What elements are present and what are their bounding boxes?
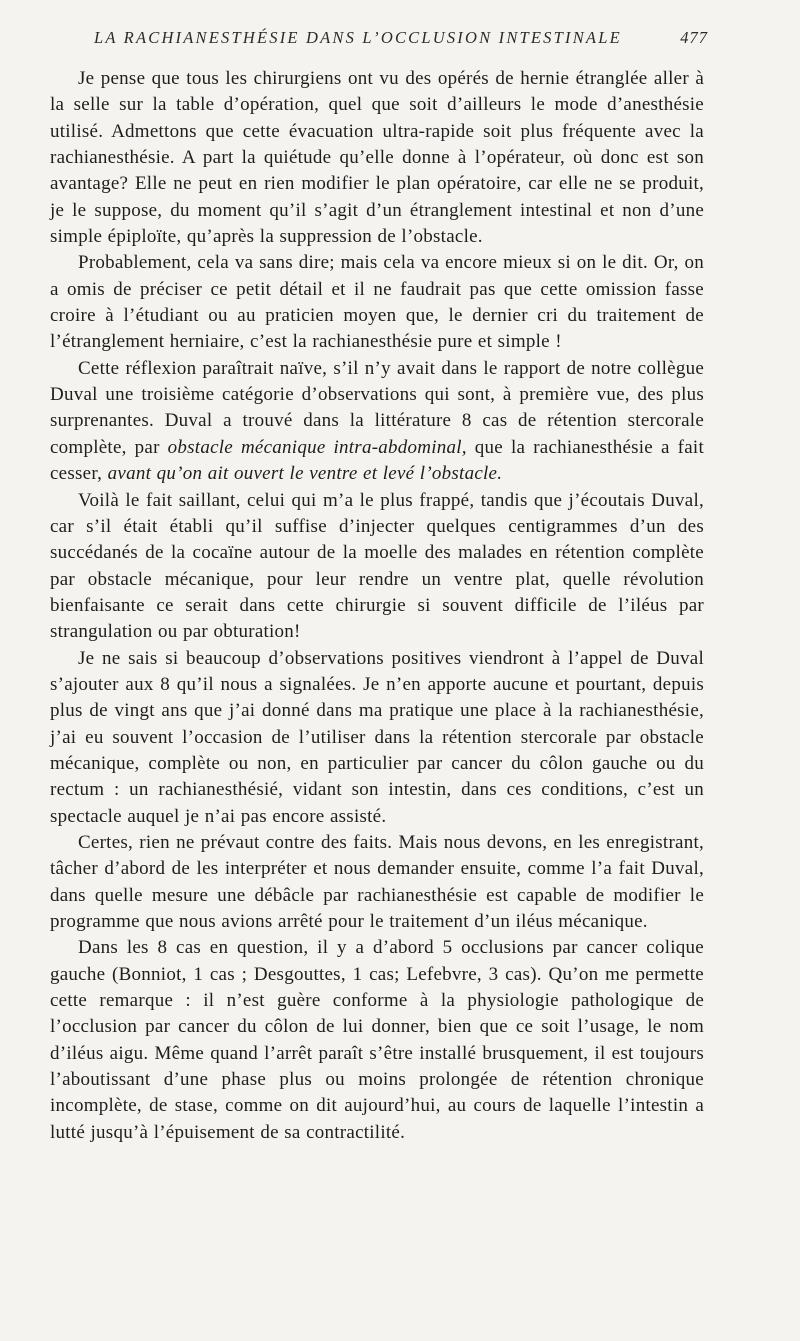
body-text [50,66,704,1146]
italic-phrase: avant qu’on ait ouvert le ventre et levé l’obstacle. [107,463,503,485]
paragraph-text: Dans les 8 cas en question, il y a d’abord 5 occlusions par cancer colique gauche (Bonniot, 1 cas ; Desgouttes, 1 cas; Lefebvre, 3 cas). Qu’on me permette cette remarque : il n’est guère conforme à la physiologie pathologique de l’occlusion par cancer du côlon de lui donner, bien que ce soit l’usage, le nom d’iléus aigu. Même quand l’arrêt paraît s’être installé brusquement, il est toujours l’aboutissant d’une phase plus ou moins prolongée de rétention chronique incomplète, de stase, comme on dit aujourd’hui, au cours de laquelle l’intestin a lutté jusqu’à l’épuisement de sa contractilité. [50,937,704,1143]
paragraph-4 [50,488,704,646]
paragraph-7 [50,935,704,1146]
paragraph-text: Certes, rien ne prévaut contre des faits. Mais nous devons, en les enregistrant, tâcher d’abord de les interpréter et nous demander ensuite, comme l’a fait Duval, dans quelle mesure une débâcle par rachianesthésie est capable de modifier le programme que nous avions arrêté pour le traitement d’un iléus mécanique. [50,831,704,932]
running-title: LA RACHIANESTHÉSIE DANS L’OCCLUSION INTESTINALE [94,28,622,47]
paragraph-1 [50,66,704,250]
paragraph-2 [50,250,704,355]
paragraph-text: Cette réflexion paraîtrait naïve, s’il n’y avait dans le rapport de notre collègue Duval une troisième catégorie d’observations qui sont, à première vue, des plus surprenantes. Duval a trouvé dans la littérature 8 cas de rétention stercorale complète, par [50,357,704,458]
paragraph-3 [50,356,704,488]
paragraph-text: Je pense que tous les chirurgiens ont vu des opérés de hernie étranglée aller à la selle sur la table d’opération, quel que soit d’ailleurs le mode d’anesthésie utilisé. Admettons que cette évacuation ultra-rapide soit plus fréquente avec la rachianesthésie. A part la quiétude qu’elle donne à l’opérateur, où donc est son avantage? Elle ne peut en rien modifier le plan opératoire, car elle ne se produit, je le suppose, du moment qu’il s’agit d’un étranglement intestinal et non d’une simple épiploïte, qu’après la suppression de l’obstacle. [50,68,704,248]
paragraph-text: Probablement, cela va sans dire; mais cela va encore mieux si on le dit. Or, on a omis de préciser ce petit détail et il ne faudrait pas que cette omission fasse croire à l’étudiant ou au praticien moyen que, le dernier cri du traitement de l’étranglement herniaire, c’est la rachianesthésie pure et simple ! [50,252,704,353]
page-number: 477 [680,28,708,47]
paragraph-6 [50,830,704,935]
paragraph-5 [50,646,704,830]
paragraph-text: Voilà le fait saillant, celui qui m’a le plus frappé, tandis que j’écoutais Duval, car s’il était établi qu’il suffise d’injecter quelques centigrammes d’un des succédanés de la cocaïne autour de la moelle des malades en rétention complète par obstacle mécanique, pour leur rendre un ventre plat, quelle révolution bienfaisante ce serait dans cette chirurgie si souvent difficile de l’iléus par strangulation ou par obturation! [50,489,704,643]
paragraph-text: que la rachianesthésie a fait cesser, [50,436,704,485]
italic-phrase: obstacle mécanique intra-abdominal, [167,436,467,458]
running-head [94,28,708,52]
paragraph-text: Je ne sais si beaucoup d’observations positives viendront à l’appel de Duval s’ajouter aux 8 qu’il nous a signalées. Je n’en apporte aucune et pourtant, depuis plus de vingt ans que j’ai donné dans ma pratique une place à la rachianesthésie, j’ai eu souvent l’occasion de l’utiliser dans la rétention stercorale par obstacle mécanique, complète ou non, en particulier par cancer du côlon gauche ou du rectum : un rachianesthésié, vidant son intestin, dans ces conditions, c’est un spectacle auquel je n’ai pas encore assisté. [50,647,704,827]
